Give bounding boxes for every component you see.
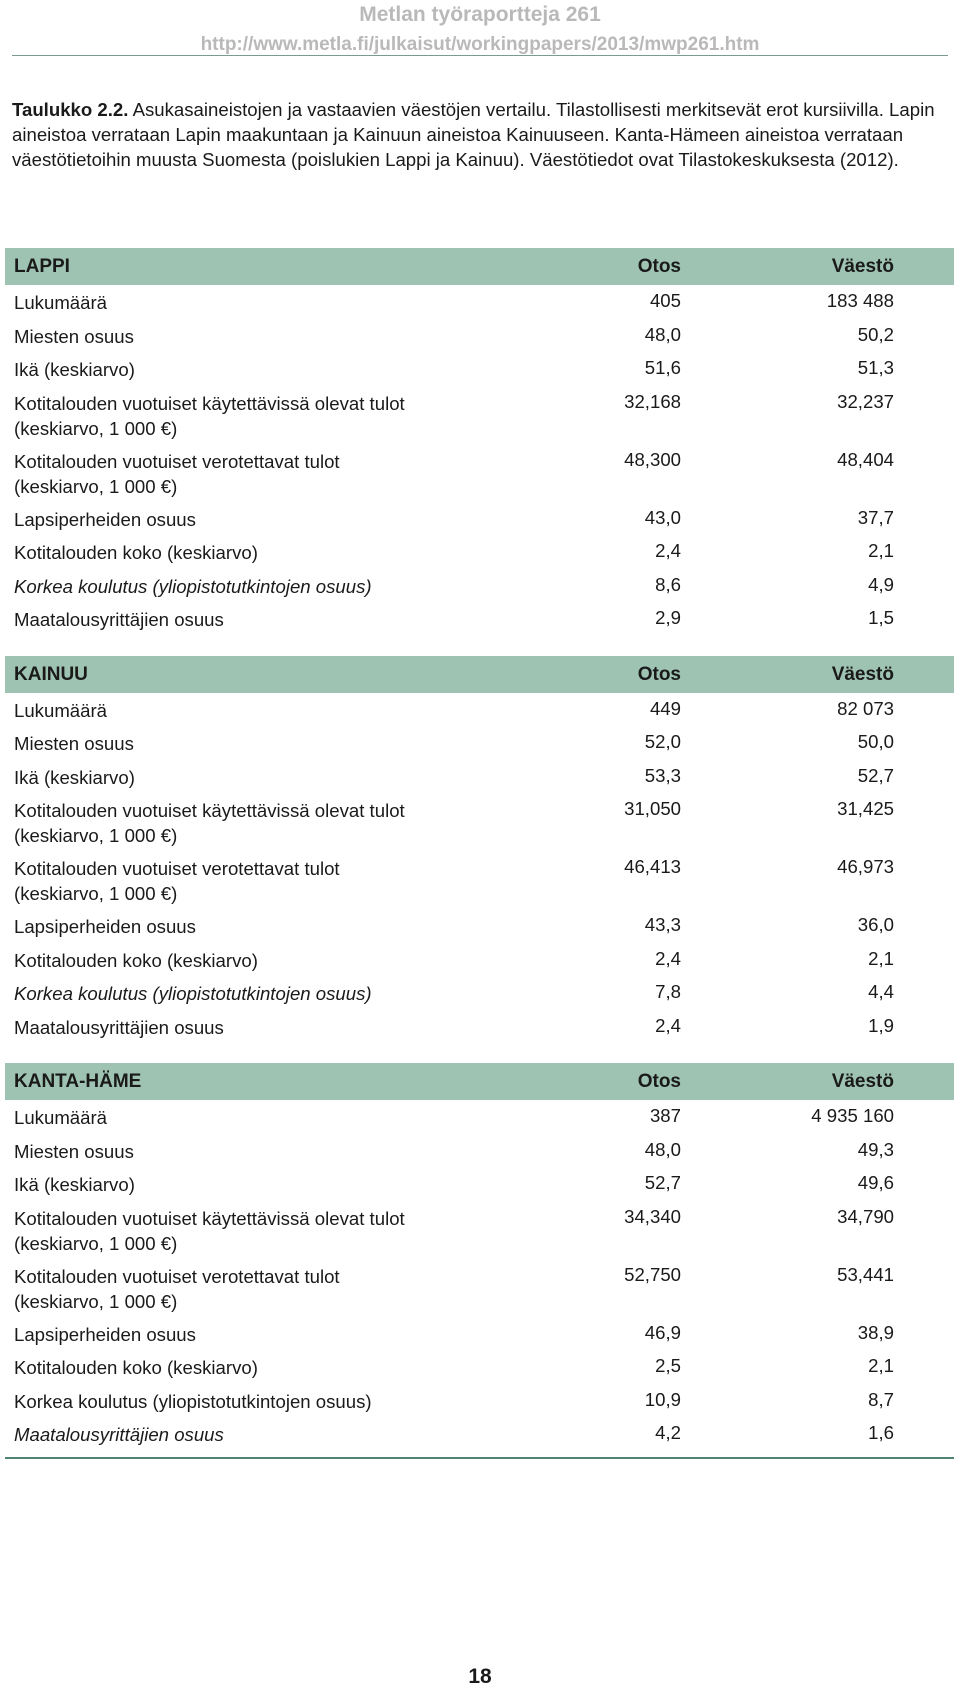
value-otos: 2,4 bbox=[655, 1014, 681, 1036]
value-otos: 52,0 bbox=[644, 731, 681, 752]
row-label-line2: (keskiarvo, 1 000 €) bbox=[14, 475, 178, 497]
row-label-line2: (keskiarvo, 1 000 €) bbox=[14, 1290, 178, 1312]
table-row bbox=[5, 976, 954, 1010]
section-gap bbox=[5, 1043, 954, 1063]
row-label bbox=[14, 765, 454, 790]
value-vaesto: 2,1 bbox=[868, 1355, 894, 1376]
row-label bbox=[14, 574, 454, 599]
row-label-line1: Maatalousyrittäjien osuus bbox=[14, 1424, 224, 1445]
value-vaesto: 48,404 bbox=[837, 448, 894, 470]
value-vaesto: 49,6 bbox=[857, 1172, 894, 1193]
caption-label: Taulukko 2.2. bbox=[12, 99, 129, 120]
row-label-line1: Miesten osuus bbox=[14, 733, 134, 754]
column-header-vaesto: Väestö bbox=[831, 256, 894, 277]
value-vaesto: 8,7 bbox=[868, 1388, 894, 1410]
value-vaesto: 36,0 bbox=[857, 914, 894, 935]
table-row bbox=[5, 602, 954, 636]
value-otos: 43,0 bbox=[644, 506, 681, 528]
table-row bbox=[5, 1417, 954, 1451]
table-row bbox=[5, 285, 954, 319]
table-row bbox=[5, 1100, 954, 1134]
row-label-line1: Miesten osuus bbox=[14, 1140, 134, 1162]
row-label-line1: Ikä (keskiarvo) bbox=[14, 1174, 135, 1195]
row-label-line1: Lukumäärä bbox=[14, 1107, 108, 1128]
value-vaesto: 52,7 bbox=[857, 764, 894, 786]
table-row bbox=[5, 943, 954, 977]
row-label bbox=[14, 1264, 454, 1314]
row-label bbox=[14, 798, 454, 848]
row-label-line1: Lapsiperheiden osuus bbox=[14, 1323, 196, 1345]
value-otos: 46,413 bbox=[624, 856, 681, 877]
value-vaesto: 51,3 bbox=[857, 357, 894, 378]
value-vaesto: 1,6 bbox=[868, 1422, 894, 1443]
page-number: 18 bbox=[468, 1665, 492, 1688]
row-label bbox=[14, 856, 454, 906]
value-otos: 8,6 bbox=[655, 573, 681, 595]
table-row bbox=[5, 793, 954, 851]
row-label bbox=[14, 607, 454, 632]
row-label-line2: (keskiarvo, 1 000 €) bbox=[14, 883, 178, 904]
value-otos: 10,9 bbox=[644, 1388, 681, 1410]
value-otos: 2,9 bbox=[655, 607, 681, 628]
table-row bbox=[5, 1317, 954, 1351]
value-vaesto: 49,3 bbox=[857, 1138, 894, 1160]
table-row bbox=[5, 1134, 954, 1168]
table-row bbox=[5, 726, 954, 760]
value-otos: 31,050 bbox=[624, 798, 681, 819]
value-otos: 51,6 bbox=[644, 357, 681, 378]
row-label bbox=[14, 507, 454, 532]
row-label-line1: Ikä (keskiarvo) bbox=[14, 359, 135, 380]
table-row bbox=[5, 386, 954, 444]
row-label bbox=[14, 698, 454, 723]
row-label-line1: Korkea koulutus (yliopistotutkintojen osuus) bbox=[14, 1390, 372, 1412]
value-vaesto: 50,2 bbox=[857, 323, 894, 345]
running-header bbox=[0, 2, 960, 58]
table-row bbox=[5, 851, 954, 909]
value-vaesto: 82 073 bbox=[837, 697, 894, 719]
table-row bbox=[5, 1259, 954, 1317]
value-otos: 43,3 bbox=[644, 914, 681, 935]
value-vaesto: 31,425 bbox=[837, 798, 894, 819]
value-otos: 48,0 bbox=[644, 323, 681, 345]
table-row bbox=[5, 569, 954, 603]
value-vaesto: 4,4 bbox=[868, 981, 894, 1002]
value-vaesto: 4 935 160 bbox=[811, 1105, 894, 1126]
section-gap bbox=[5, 636, 954, 656]
value-otos: 52,7 bbox=[644, 1172, 681, 1193]
value-otos: 48,0 bbox=[644, 1138, 681, 1160]
row-label-line1: Maatalousyrittäjien osuus bbox=[14, 1016, 224, 1038]
value-vaesto: 34,790 bbox=[837, 1205, 894, 1227]
row-label bbox=[14, 391, 454, 441]
value-otos: 4,2 bbox=[655, 1422, 681, 1443]
column-header-otos: Otos bbox=[637, 1071, 681, 1092]
row-label-line1: Kotitalouden vuotuiset verotettavat tulot bbox=[14, 858, 340, 879]
caption-text: Asukasaineistojen ja vastaavien väestöjen vertailu. Tilastollisesti merkitsevät erot kursiivilla. Lapin aineistoa verrataan Lapin maakuntaan ja Kainuun aineistoa Kainuuseen. Kanta-Hämeen aineistoa verrataan väestötietoihin muusta Suomesta (poislukien Lappi ja Kainuu). Väestötiedot ovat Tilastokeskuksesta (2012). bbox=[12, 99, 935, 170]
row-label-line1: Ikä (keskiarvo) bbox=[14, 766, 135, 788]
series-url[interactable]: http://www.metla.fi/julkaisut/workingpapers/2013/mwp261.htm bbox=[200, 34, 760, 55]
value-otos: 52,750 bbox=[624, 1263, 681, 1285]
table-row bbox=[5, 1167, 954, 1201]
value-otos: 449 bbox=[649, 697, 681, 719]
row-label-line1: Lapsiperheiden osuus bbox=[14, 508, 196, 530]
table-row bbox=[5, 693, 954, 727]
section-header bbox=[5, 1063, 954, 1100]
row-label-line1: Kotitalouden vuotuiset käytettävissä olevat tulot bbox=[14, 1207, 405, 1229]
row-label bbox=[14, 731, 454, 756]
row-label-line1: Kotitalouden koko (keskiarvo) bbox=[14, 542, 258, 563]
row-label-line1: Kotitalouden vuotuiset käytettävissä olevat tulot bbox=[14, 392, 405, 414]
row-label bbox=[14, 1105, 454, 1130]
comparison-table bbox=[5, 248, 954, 1459]
row-label bbox=[14, 540, 454, 565]
value-otos: 2,5 bbox=[655, 1355, 681, 1376]
table-row bbox=[5, 1010, 954, 1044]
table-row bbox=[5, 444, 954, 502]
section-header bbox=[5, 248, 954, 285]
table-row bbox=[5, 352, 954, 386]
row-label bbox=[14, 914, 454, 939]
value-vaesto: 53,441 bbox=[837, 1263, 894, 1285]
table-row bbox=[5, 909, 954, 943]
value-vaesto: 46,973 bbox=[837, 856, 894, 877]
value-otos: 405 bbox=[649, 290, 681, 311]
row-label bbox=[14, 1355, 454, 1380]
row-label-line1: Lukumäärä bbox=[14, 292, 108, 313]
row-label bbox=[14, 357, 454, 382]
value-otos: 7,8 bbox=[655, 981, 681, 1002]
section-name: KANTA-HÄME bbox=[14, 1071, 142, 1092]
value-otos: 34,340 bbox=[624, 1205, 681, 1227]
row-label bbox=[14, 324, 454, 349]
row-label-line1: Kotitalouden koko (keskiarvo) bbox=[14, 949, 258, 971]
value-otos: 53,3 bbox=[644, 764, 681, 786]
row-label-line1: Lukumäärä bbox=[14, 699, 108, 721]
table-row bbox=[5, 535, 954, 569]
value-vaesto: 183 488 bbox=[826, 290, 894, 311]
value-vaesto: 4,9 bbox=[868, 573, 894, 595]
table-row bbox=[5, 760, 954, 794]
row-label-line1: Kotitalouden vuotuiset käytettävissä olevat tulot bbox=[14, 800, 405, 821]
table-row bbox=[5, 319, 954, 353]
value-otos: 2,4 bbox=[655, 947, 681, 969]
table-caption bbox=[12, 97, 960, 172]
table-row bbox=[5, 502, 954, 536]
value-vaesto: 1,5 bbox=[868, 607, 894, 628]
row-label bbox=[14, 948, 454, 973]
table-row bbox=[5, 1350, 954, 1384]
row-label-line2: (keskiarvo, 1 000 €) bbox=[14, 417, 178, 439]
row-label-line2: (keskiarvo, 1 000 €) bbox=[14, 1232, 178, 1254]
row-label bbox=[14, 449, 454, 499]
table-row bbox=[5, 1384, 954, 1418]
row-label bbox=[14, 981, 454, 1006]
row-label-line1: Kotitalouden vuotuiset verotettavat tulot bbox=[14, 450, 340, 472]
section-header bbox=[5, 656, 954, 693]
row-label-line1: Korkea koulutus (yliopistotutkintojen osuus) bbox=[14, 575, 372, 597]
row-label-line1: Maatalousyrittäjien osuus bbox=[14, 609, 224, 630]
row-label-line1: Miesten osuus bbox=[14, 325, 134, 347]
column-header-vaesto: Väestö bbox=[831, 663, 894, 685]
column-header-otos: Otos bbox=[637, 256, 681, 277]
row-label bbox=[14, 1139, 454, 1164]
value-otos: 2,4 bbox=[655, 540, 681, 561]
row-label-line2: (keskiarvo, 1 000 €) bbox=[14, 825, 178, 846]
row-label bbox=[14, 1172, 454, 1197]
value-vaesto: 38,9 bbox=[857, 1321, 894, 1343]
row-label bbox=[14, 1206, 454, 1256]
value-otos: 32,168 bbox=[624, 390, 681, 412]
value-otos: 48,300 bbox=[624, 448, 681, 470]
row-label bbox=[14, 1322, 454, 1347]
value-otos: 387 bbox=[649, 1105, 681, 1126]
row-label-line1: Lapsiperheiden osuus bbox=[14, 916, 196, 937]
value-otos: 46,9 bbox=[644, 1321, 681, 1343]
header-divider bbox=[12, 55, 948, 56]
column-header-vaesto: Väestö bbox=[831, 1071, 894, 1092]
row-label bbox=[14, 290, 454, 315]
row-label-line1: Kotitalouden koko (keskiarvo) bbox=[14, 1357, 258, 1378]
row-label bbox=[14, 1015, 454, 1040]
section-name: LAPPI bbox=[14, 256, 70, 277]
row-label bbox=[14, 1422, 454, 1447]
value-vaesto: 37,7 bbox=[857, 506, 894, 528]
row-label bbox=[14, 1389, 454, 1414]
series-title: Metlan työraportteja 261 bbox=[359, 3, 601, 26]
table-row bbox=[5, 1201, 954, 1259]
value-vaesto: 50,0 bbox=[857, 731, 894, 752]
value-vaesto: 32,237 bbox=[837, 390, 894, 412]
table-bottom-rule bbox=[5, 1457, 954, 1459]
row-label-line1: Kotitalouden vuotuiset verotettavat tulot bbox=[14, 1265, 340, 1287]
row-label-line1: Korkea koulutus (yliopistotutkintojen osuus) bbox=[14, 983, 372, 1004]
column-header-otos: Otos bbox=[637, 663, 681, 685]
value-vaesto: 2,1 bbox=[868, 947, 894, 969]
section-name: KAINUU bbox=[14, 663, 88, 685]
value-vaesto: 2,1 bbox=[868, 540, 894, 561]
value-vaesto: 1,9 bbox=[868, 1014, 894, 1036]
